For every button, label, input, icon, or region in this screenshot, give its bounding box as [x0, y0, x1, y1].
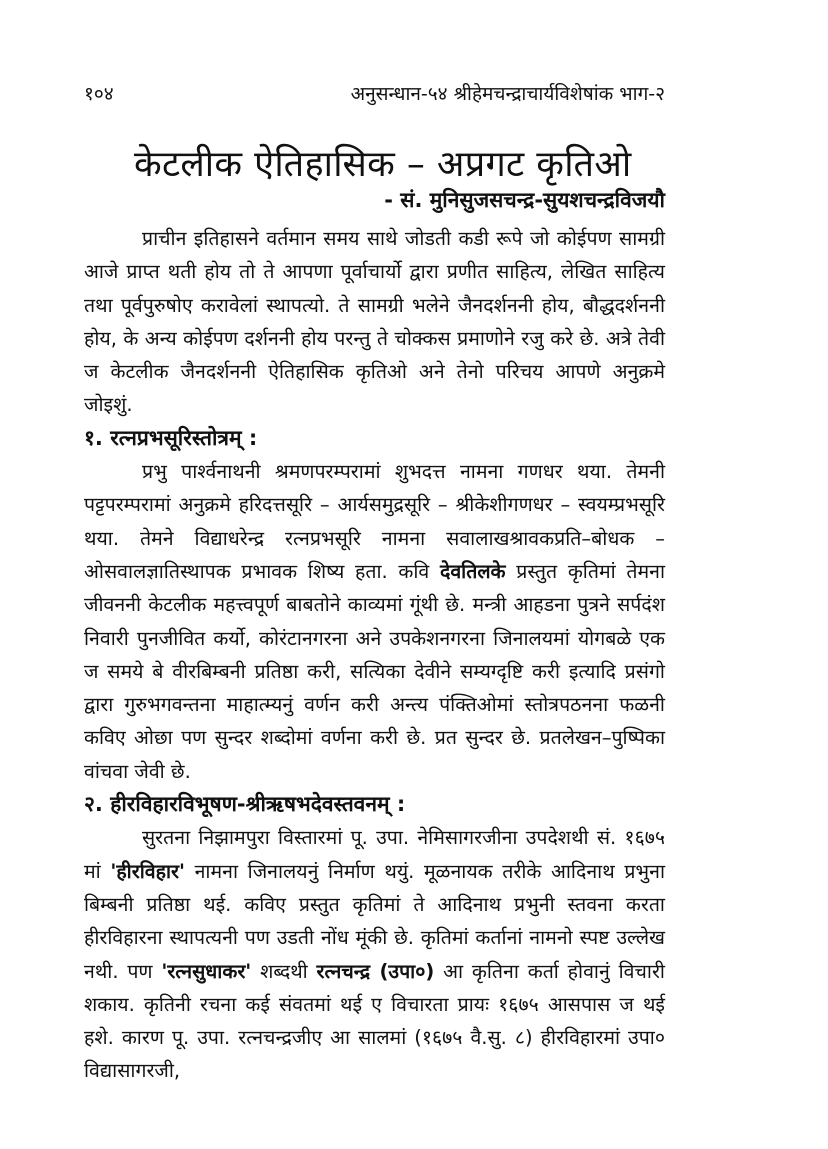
intro-paragraph: प्राचीन इतिहासने वर्तमान समय साथे जोडती कडी रूपे जो कोईपण सामग्री आजे प्राप्त थती होय तो ते आपणा पूर्वाचार्यो द्वारा प्रणीत साहित्य, लेखित साहित्य तथा पूर्वपुरुषोए करावेलां स्थापत्यो. ते सामग्री भलेने जैनदर्शननी होय, बौद्धदर्शननी होय, के अन्य कोईपण दर्शननी होय परन्तु ते चोक्कस प्रमाणोने रजु करे छे. अत्रे तेवी ज केटलीक जैनदर्शननी ऐतिहासिक कृतिओ अने तेनो परिचय आपणे अनुक्रमे जोइशुं. — [84, 227, 665, 417]
section-2-paragraph — [84, 821, 665, 1087]
article-title: केटलीक ऐतिहासिक – अप्रगट कृतिओ — [134, 144, 632, 185]
section-2-text-1: सुरतना निझामपुरा विस्तारमां पू. उपा. नेमिसागरजीना उपदेशथी सं. १६७५ मां — [84, 826, 665, 883]
section-2-heading: २. हीरविहारविभूषण-श्रीऋषभदेवस्तवनम् : — [84, 792, 406, 817]
running-header — [84, 80, 665, 108]
section-1-text-a: प्रभु पार्श्वनाथनी श्रमणपरम्परामां शुभदत्त नामना गणधर थया. तेमनी पट्टपरम्परामां अनुक्रमे हरिदत्तसूरि – आर्यसमुद्रसूरि – श्रीकेशीगणधर – स्वयम्प्रभसूरि थया. तेमने विद्याधरेन्द्र रत्नप्रभसूरि नामना सवालाखश्रावकप्रति–बोधक – ओसवालज्ञातिस्थापक प्रभावक शिष्य हता. कवि — [84, 460, 665, 583]
author-ratnachandra: रत्नचन्द्र (उपा०) — [316, 959, 435, 983]
section-1-text-b: प्रस्तुत कृतिमां तेमना जीवननी केटलीक महत्त्वपूर्ण बाबतोने काव्यमां गूंथी छे. मन्त्री आहडना पुत्रने सर्पदंश निवारी पुनजीवित कर्यो, कोरंटानगरना अने उपकेशनगरना जिनालयमां योगबळे एक ज समये बे वीरबिम्बनी प्रतिष्ठा करी, सत्यिका देवीने सम्यग्दृष्टि करी इत्यादि प्रसंगो द्वारा गुरुभगवन्तना माहात्म्यनुं वर्णन करी अन्त्य पंक्तिओमां स्तोत्रपठनना फळनी कविए ओछा पण सुन्दर शब्दोमां वर्णना करी छे. प्रत सुन्दर छे. प्रतलेखन–पुष्पिका वांचवा जेवी छे. — [84, 559, 666, 783]
temple-name: 'हीरविहार' — [110, 859, 185, 883]
section-2-text-2: नामना जिनालयनुं निर्माण थयुं. मूळनायक तरीके आदिनाथ प्रभुना बिम्बनी प्रतिष्ठा थई. कविए प्रस्तुत कृतिमां ते आदिनाथ प्रभुनी स्तवना करता हीरविहारना स्थापत्यनी पण उडती नोंध मूंकी छे. कृतिमां कर्तानां नामनो स्पष्ट उल्लेख नथी. पण — [84, 859, 665, 983]
section-2-text-4: आ कृतिना कर्ता होवानुं विचारी शकाय. कृतिनी रचना कई संवतमां थई ए विचारता प्रायः १६७५ आसपास ज थई हशे. कारण पू. उपा. रत्नचन्द्रजीए आ सालमां (१६७५ वै.सु. ८) हीरविहारमां उपा० विद्यासागरजी, — [84, 959, 665, 1083]
page-number: १०४ — [84, 83, 114, 105]
section-1-heading: १. रत्नप्रभसूरिस्तोत्रम् : — [84, 425, 258, 450]
section-1-paragraph — [84, 455, 665, 788]
keyword-ratnasudhakar: 'रत्नसुधाकर' — [161, 959, 252, 983]
journal-title: अनुसन्धान-५४ श्रीहेमचन्द्राचार्यविशेषांक भाग-२ — [350, 83, 665, 105]
poet-name: देवतिलके — [439, 559, 506, 583]
article-author: - सं. मुनिसुजसचन्द्र-सुयशचन्द्रविजयौ — [384, 188, 665, 212]
article-body — [84, 222, 665, 1088]
section-2-text-3: शब्दथी — [251, 959, 317, 983]
